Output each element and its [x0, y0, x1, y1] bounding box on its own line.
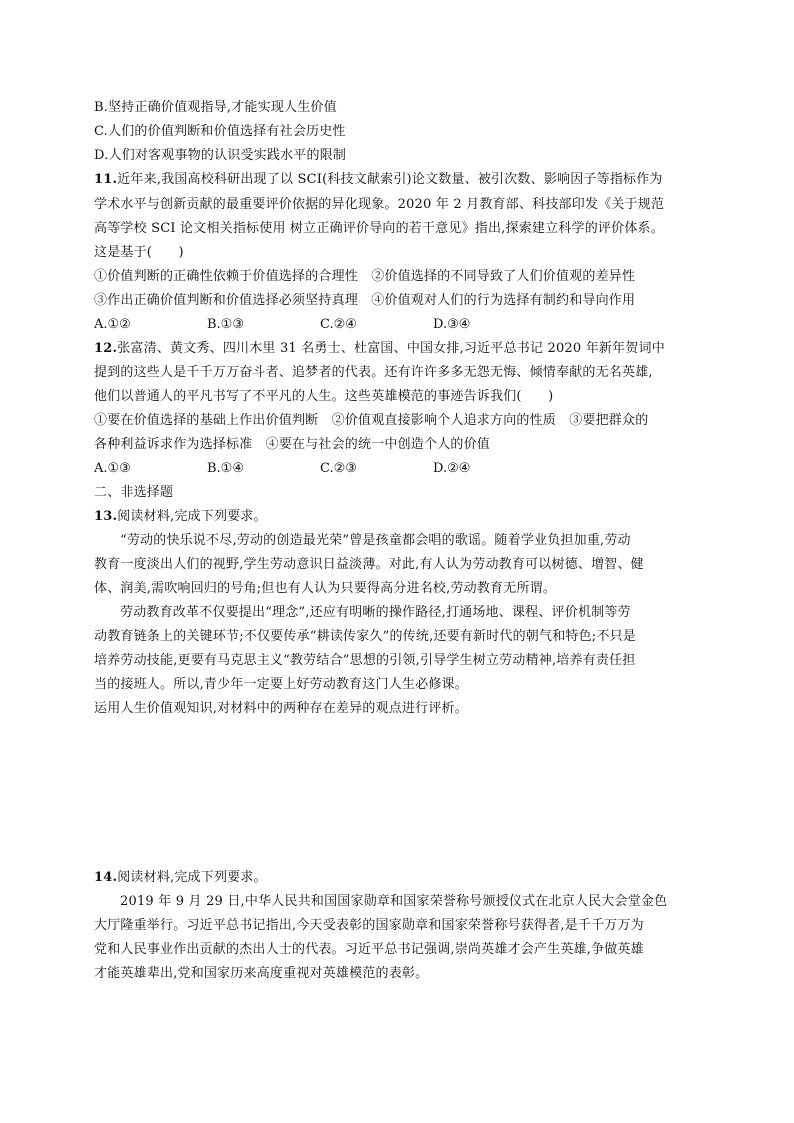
q14-prompt: 阅读材料,完成下列要求。 — [117, 870, 267, 885]
q11-choice-d: D.③④ — [433, 317, 471, 332]
q12-choice-b: B.①④ — [207, 461, 244, 476]
q13-para1-line-3: 体、润美,需吹响回归的号角;但也有人认为只要得高分进名校,劳动教育无所谓。 — [94, 581, 557, 596]
q13-task: 运用人生价值观知识,对材料中的两种存在差异的观点进行评析。 — [94, 701, 468, 716]
section-heading: 二、非选择题 — [94, 485, 174, 500]
q12-stem-line-2: 提到的这些人是千千万万奋斗者、追梦者的代表。还有许许多多无怨无悔、倾情奉献的无名英雄, — [94, 365, 653, 380]
q12-number: 12. — [94, 341, 118, 356]
q11-item-line-1: ①价值判断的正确性依赖于价值选择的合理性 ②价值选择的不同导致了人们价值观的差异性 — [94, 269, 636, 284]
q13-prompt-line — [94, 506, 267, 528]
q13-para2-line-1: 劳动教育改革不仅要提出“理念”,还应有明晰的操作路径,打通场地、课程、评价机制等劳 — [120, 605, 631, 620]
q12-stem-line-3: 他们以普通人的平凡书写了不平凡的人生。这些英雄模范的事迹告诉我们( ) — [94, 389, 554, 404]
q14-para-line-3: 党和人民事业作出贡献的杰出人士的代表。习近平总书记强调,崇尚英雄才会产生英雄,争做英雄 — [94, 942, 644, 957]
q12-item-line-1: ①要在价值选择的基础上作出价值判断 ②价值观直接影响个人追求方向的性质 ③要把群众的 — [94, 413, 649, 428]
q12-choice-d: D.②④ — [433, 461, 471, 476]
q13-number: 13. — [94, 509, 118, 524]
q12-item-line-2: 各种利益诉求作为选择标准 ④要在与社会的统一中创造个人的价值 — [94, 437, 491, 452]
q13-para1-line-2: 教育一度淡出人们的视野,学生劳动意识日益淡薄。对此,有人认为劳动教育可以树德、增智、健 — [94, 557, 644, 572]
q10-option-d: D.人们对客观事物的认识受实践水平的限制 — [94, 148, 347, 163]
q12-stem-line-1 — [94, 338, 665, 360]
q14-number: 14. — [94, 870, 118, 885]
q13-para2-line-4: 当的接班人。所以,青少年一定要上好劳动教育这门人生必修课。 — [94, 677, 468, 692]
q13-para2-line-2: 动教育链条上的关键环节;不仅要传承“耕读传家久”的传统,还要有新时代的朝气和特色;不只是 — [94, 629, 636, 644]
q10-option-c: C.人们的价值判断和价值选择有社会历史性 — [94, 124, 346, 139]
q14-prompt-line — [94, 867, 267, 889]
q11-stem-line-1 — [94, 169, 663, 191]
q11-stem-line-4: 这是基于( ) — [94, 245, 184, 260]
q11-stem-text: 近年来,我国高校科研出现了以 SCI(科技文献索引)论文数量、被引次数、影响因子等指标作为 — [117, 172, 663, 187]
q11-choice-b: B.①③ — [207, 317, 244, 332]
q14-para-line-1: 2019 年 9 月 29 日,中华人民共和国国家勋章和国家荣誉称号颁授仪式在北京人民大会堂金色 — [120, 894, 668, 909]
q14-para-line-2: 大厅隆重举行。习近平总书记指出,今天受表彰的国家勋章和国家荣誉称号获得者,是千千万万为 — [94, 918, 644, 933]
q11-choice-a: A.①② — [94, 317, 131, 332]
q12-choices — [94, 458, 546, 480]
q13-para1-line-1: “劳动的快乐说不尽,劳动的创造最光荣”曾是孩童都会唱的歌谣。随着学业负担加重,劳动 — [120, 533, 631, 548]
q11-choices — [94, 314, 546, 336]
q10-option-b: B.坚持正确价值观指导,才能实现人生价值 — [94, 100, 337, 115]
q11-choice-c: C.②④ — [320, 317, 357, 332]
q13-prompt: 阅读材料,完成下列要求。 — [117, 509, 267, 524]
q11-stem-line-2: 学术水平与创新贡献的最重要评价依据的异化现象。2020 年 2 月教育部、科技部印发《关于规范 — [94, 197, 665, 212]
q11-item-line-2: ③作出正确价值判断和价值选择必须坚持真理 ④价值观对人们的行为选择有制约和导向作用 — [94, 293, 636, 308]
q11-stem-line-3: 高等学校 SCI 论文相关指标使用 树立正确评价导向的若干意见》指出,探索建立科学的评价体系。 — [94, 221, 664, 236]
q12-choice-a: A.①③ — [94, 461, 131, 476]
q12-choice-c: C.②③ — [320, 461, 357, 476]
q14-para-line-4: 才能英雄辈出,党和国家历来高度重视对英雄模范的表彰。 — [94, 966, 429, 981]
q12-stem-text: 张富清、黄文秀、四川木里 31 名勇士、杜富国、中国女排,习近平总书记 2020 年新年贺词中 — [117, 341, 665, 356]
q13-para2-line-3: 培养劳动技能,更要有马克思主义“教劳结合”思想的引领,引导学生树立劳动精神,培养有责任担 — [94, 653, 636, 668]
q11-number: 11. — [94, 172, 118, 187]
